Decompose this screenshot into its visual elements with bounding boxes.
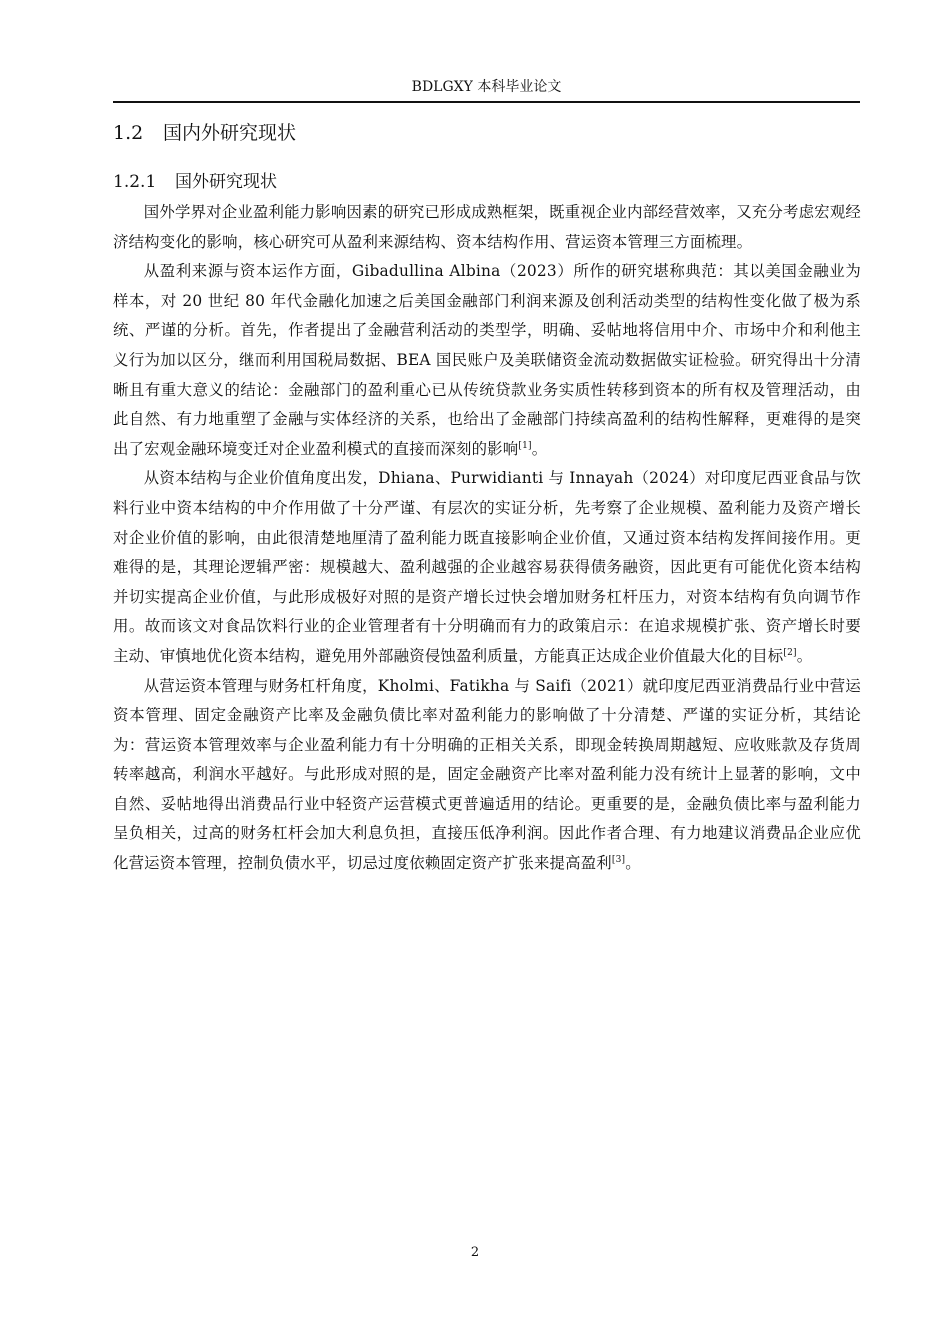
paragraph-text: 从营运资本管理与财务杠杆角度，Kholmi、Fatikha 与 Saifi（2021）就印度尼西亚消费品行业中营运资本管理、固定金融资产比率及金融负债比率对盈利能力的影响做了十分清楚、严谨的实证分析，其结论为：营运资本管理效率与企业盈利能力有十分明确的正相关关系，即现金转换周期越短、应收账款及存货周转率越高，利润水平越好。与此形成对照的是，固定金融资产比率对盈利能力没有统计上显著的影响，文中自然、妥帖地得出消费品行业中轻资产运营模式更普遍适用的结论。更重要的是，金融负债比率与盈利能力呈负相关，过高的财务杠杆会加大利息负担，直接压低净利润。因此作者合理、有力地建议消费品企业应优化营运资本管理，控制负债水平，切忌过度依赖固定资产扩张来提高盈利 xyxy=(113,676,861,873)
paragraph-text: 从资本结构与企业价值角度出发，Dhiana、Purwidianti 与 Innayah（2024）对印度尼西亚食品与饮料行业中资本结构的中介作用做了十分严谨、有层次的实证分析，先考察了企业规模、盈利能力及资产增长对企业价值的影响，由此很清楚地厘清了盈利能力既直接影响企业价值，又通过资本结构发挥间接作用。更难得的是，其理论逻辑严密：规模越大、盈利越强的企业越容易获得债务融资，因此更有可能优化资本结构并切实提高企业价值，与此形成极好对照的是资产增长过快会增加财务杠杆压力，对资本结构有负向调节作用。故而该文对食品饮料行业的企业管理者有十分明确而有力的政策启示：在追求规模扩张、资产增长时要主动、审慎地优化资本结构，避免用外部融资侵蚀盈利质量，方能真正达成企业价值最大化的目标 xyxy=(113,469,861,665)
paragraph-tail: 。 xyxy=(531,439,548,458)
citation-ref: [3] xyxy=(611,854,626,865)
paragraph xyxy=(113,198,861,257)
citation-ref: [2] xyxy=(783,647,797,658)
paragraph-text: 国外学界对企业盈利能力影响因素的研究已形成成熟框架，既重视企业内部经营效率，又充分考虑宏观经济结构变化的影响，核心研究可从盈利来源结构、资本结构作用、营运资本管理三方面梳理。 xyxy=(113,203,861,251)
header-title: BDLGXY 本科毕业论文 xyxy=(411,79,562,95)
subsection-heading xyxy=(113,170,861,194)
document-body xyxy=(113,120,861,879)
subsection-title: 国外研究现状 xyxy=(175,172,277,192)
section-number: 1.2 xyxy=(113,122,144,144)
subsection-number: 1.2.1 xyxy=(113,172,157,192)
paragraph xyxy=(113,257,861,464)
paragraph-tail: 。 xyxy=(625,854,641,873)
paragraph xyxy=(113,672,861,879)
paragraph-tail: 。 xyxy=(796,646,813,665)
paragraph-text: 从盈利来源与资本运作方面，Gibadullina Albina（2023）所作的研究堪称典范：其以美国金融业为样本，对 20 世纪 80 年代金融化加速之后美国金融部门利润来源及创利活动类型的结构性变化做了极为系统、严谨的分析。首先，作者提出了金融营利活动的类型学，明确、妥帖地将信用中介、市场中介和利他主义行为加以区分，继而利用国税局数据、BEA 国民账户及美联储资金流动数据做实证检验。研究得出十分清晰且有重大意义的结论：金融部门的盈利重心已从传统贷款业务实质性转移到资本的所有权及管理活动，由此自然、有力地重塑了金融与实体经济的关系，也给出了金融部门持续高盈利的结构性解释，更难得的是突出了宏观金融环境变迁对企业盈利模式的直接而深刻的影响 xyxy=(113,262,861,458)
section-title: 国内外研究现状 xyxy=(163,122,297,144)
citation-ref: [1] xyxy=(518,440,532,451)
section-heading xyxy=(113,120,861,146)
page-header xyxy=(113,76,860,103)
paragraph xyxy=(113,464,861,671)
page-number: 2 xyxy=(470,1245,480,1260)
